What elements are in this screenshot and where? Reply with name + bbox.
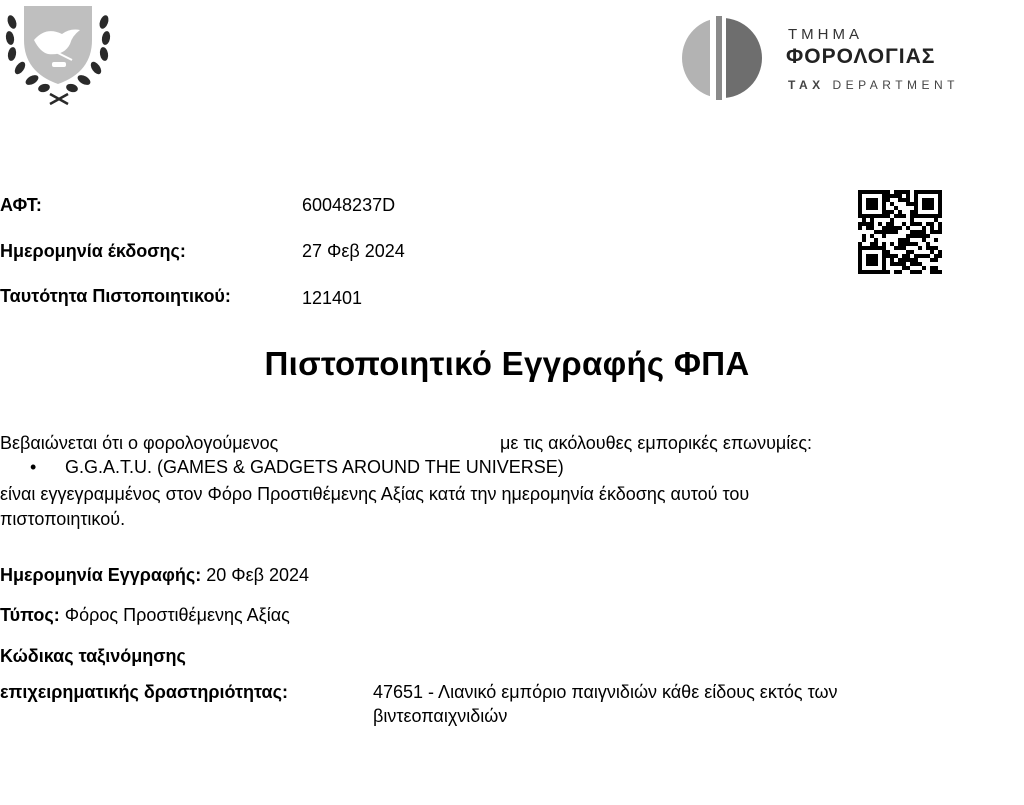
department-name-greek-line2: ΦΟΡΟΛΟΓΙΑΣ [786, 45, 936, 68]
department-name-english-tax: TAX [788, 78, 825, 92]
activity-code-value-line1: 47651 - Λιανικό εμπόριο παιγνιδιών κάθε είδους εκτός των [373, 682, 838, 702]
aft-label: ΑΦΤ: [0, 195, 42, 215]
certificate-id-label: Ταυτότητα Πιστοποιητικού: [0, 286, 231, 306]
cyprus-coat-of-arms-logo [0, 0, 120, 108]
registration-date-label: Ημερομηνία Εγγραφής: [0, 565, 202, 585]
issue-date-value: 27 Φεβ 2024 [302, 241, 405, 261]
tax-department-logo-mark [680, 12, 764, 104]
issue-date-label: Ημερομηνία έκδοσης: [0, 241, 186, 261]
type-label: Τύπος: [0, 605, 60, 625]
body-line4: πιστοποιητικού. [0, 509, 126, 529]
document-title: Πιστοποιητικό Εγγραφής ΦΠΑ [264, 345, 750, 382]
activity-code-label-line2: επιχειρηματικής δραστηριότητας: [0, 682, 288, 702]
registration-date-value: 20 Φεβ 2024 [206, 565, 310, 585]
activity-code-value-line2: βιντεοπαιχνιδιών [373, 706, 508, 726]
department-name-english-rest: DEPARTMENT [832, 78, 960, 92]
body-line3: είναι εγγεγραμμένος στον Φόρο Προστιθέμενης Αξίας κατά την ημερομηνία έκδοσης αυτού του [0, 484, 750, 504]
department-name-greek-line1: ΤΜΗΜΑ [788, 26, 863, 43]
body-line1-part1: Βεβαιώνεται ότι ο φορολογούμενος [0, 433, 279, 453]
registration-date-row [0, 563, 309, 588]
trade-name: G.G.A.T.U. (GAMES & GADGETS AROUND THE UNIVERSE) [65, 457, 564, 477]
certificate-id-value: 121401 [302, 288, 363, 308]
type-row [0, 603, 290, 628]
aft-value: 60048237D [302, 195, 396, 215]
activity-code-label-line1: Κώδικας ταξινόμησης [0, 646, 186, 666]
body-line1-part2: με τις ακόλουθες εμπορικές επωνυμίες: [500, 433, 812, 453]
department-name-english [788, 78, 959, 92]
bullet-marker: • [30, 457, 37, 477]
type-value: Φόρος Προστιθέμενης Αξίας [64, 605, 290, 625]
qr-code [858, 190, 942, 274]
